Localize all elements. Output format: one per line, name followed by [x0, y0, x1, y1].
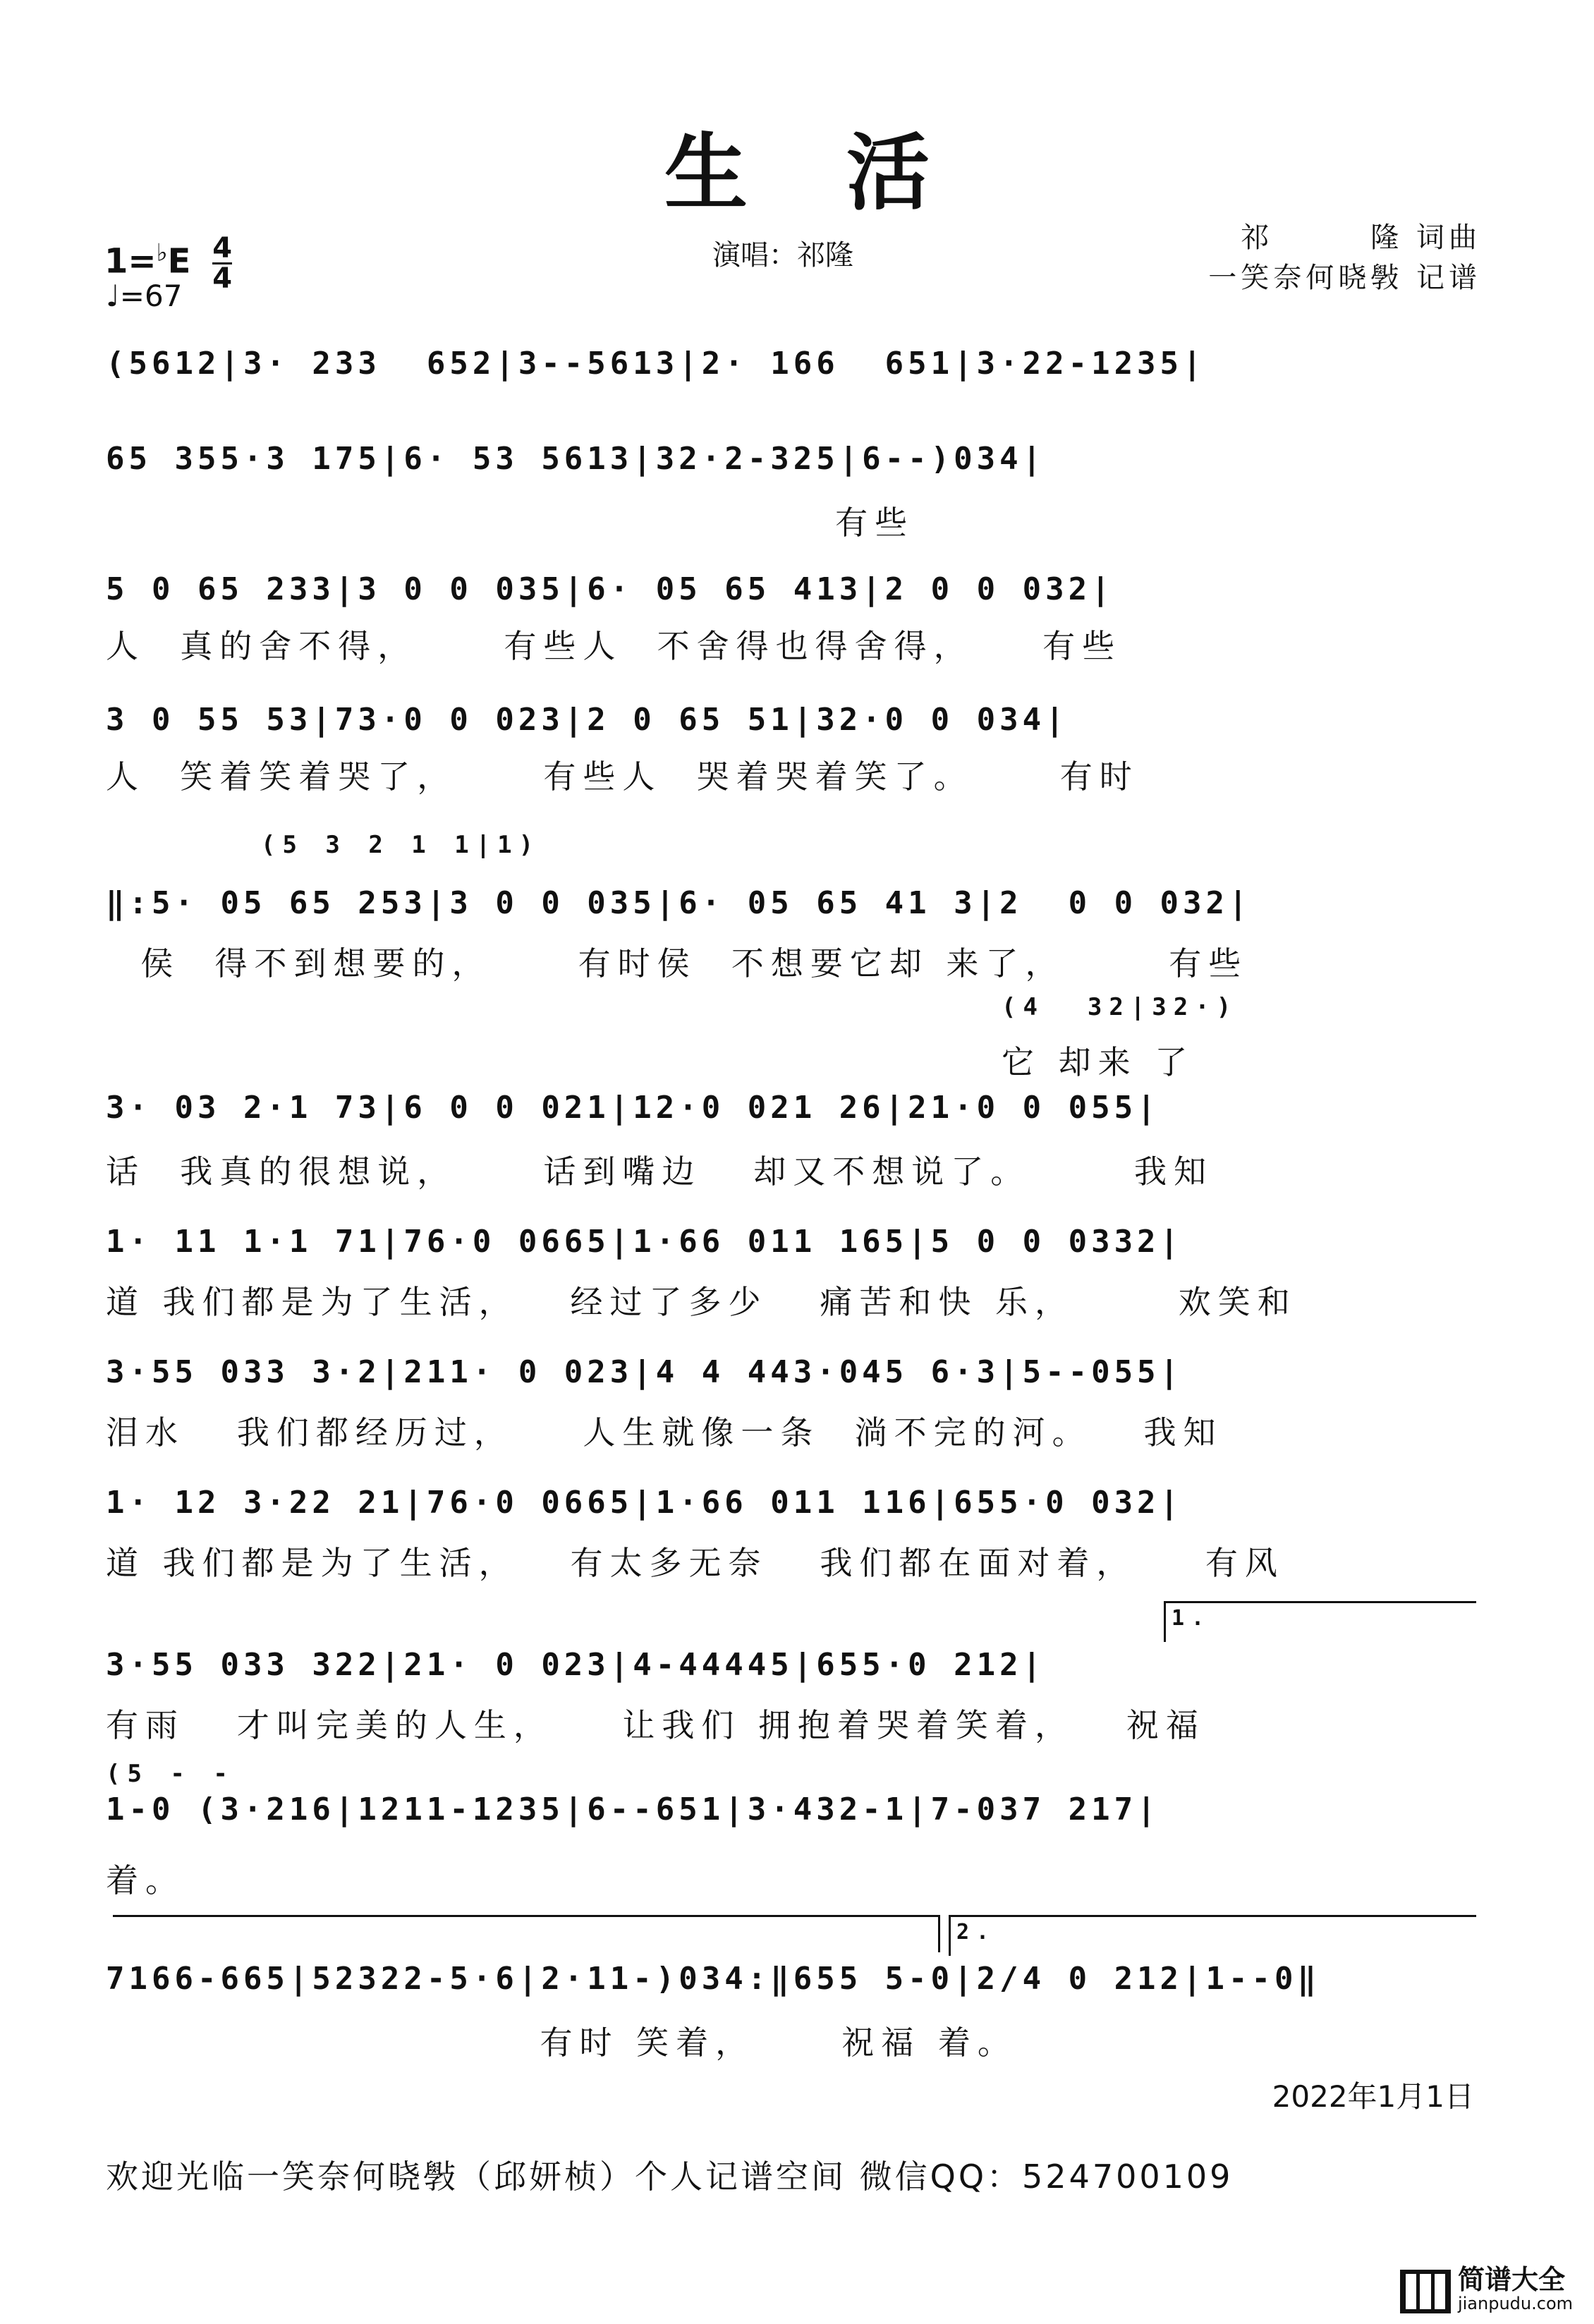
score-row-6-lyrics: 话 我真的很想说， 话到嘴边 却又不想说了。 我知	[106, 1152, 1213, 1191]
time-signature-bottom: 4	[212, 262, 233, 295]
score-row-7-notes: 1· 11 1·1 71|76·0 0665|1·66 011 165|5 0 0 0332|	[106, 1224, 1184, 1260]
score-row-5-ornament: (5 3 2 1 1|1)	[261, 831, 541, 859]
volta-label-2: 2.	[956, 1920, 997, 1945]
score-row-11-ornament: (5 - -	[106, 1760, 235, 1788]
score-row-12-lyrics: 有时 笑着， 祝福 着。	[106, 2024, 1017, 2062]
key-prefix: 1=	[104, 241, 157, 281]
score-row-10-notes: 3·55 033 322|21· 0 023|4-44445|655·0 212|	[106, 1647, 1046, 1683]
score-row-10-lyrics: 有雨 才叫完美的人生， 让我们 拥抱着哭着笑着， 祝福	[106, 1706, 1205, 1744]
score-row-2-lyrics: 有些	[106, 504, 915, 542]
score-row-9-notes: 1· 12 3·22 21|76·0 0665|1·66 011 116|655·0 032|	[106, 1485, 1184, 1521]
footer-note: 欢迎光临一笑奈何晓斅（邱妍桢）个人记谱空间 微信QQ：524700109	[106, 2158, 1234, 2196]
score-row-4-lyrics: 人 笑着笑着哭了， 有些人 哭着哭着笑了。 有时	[106, 758, 1139, 796]
score-row-8-notes: 3·55 033 3·2|211· 0 023|4 4 443·045 6·3|5--055|	[106, 1354, 1184, 1390]
score-row-11-lyrics: 着。	[106, 1861, 185, 1899]
tempo-marking: ♩=67	[106, 279, 183, 313]
site-watermark	[1400, 2264, 1573, 2316]
key-note: E	[167, 241, 191, 281]
score-row-5-alt-notes: (4 32|32·)	[1002, 993, 1239, 1021]
volta-bracket-2	[949, 1915, 1476, 1956]
site-url: jianpudu.com	[1457, 2294, 1573, 2313]
volta-bracket-1	[1164, 1601, 1476, 1642]
transcriber-credit: 一笑奈何晓斅 记谱	[1208, 262, 1481, 294]
volta-bracket-1b	[113, 1915, 940, 1952]
composer-credit: 祁 隆 词曲	[1241, 221, 1481, 254]
score-row-9-lyrics: 道 我们都是为了生活， 有太多无奈 我们都在面对着， 有风	[106, 1544, 1284, 1582]
time-signature-top: 4	[212, 232, 233, 264]
time-signature	[212, 234, 232, 293]
score-row-1-notes: (5612|3· 233 652|3--5613|2· 166 651|3·22-1235|	[106, 346, 1206, 382]
site-logo-icon	[1400, 2270, 1451, 2313]
volta-label-1: 1.	[1172, 1606, 1212, 1631]
score-row-5-notes: ‖:5· 05 65 253|3 0 0 035|6· 05 65 41 3|2 0 0 032|	[106, 885, 1252, 921]
score-row-8-lyrics: 泪水 我们都经历过， 人生就像一条 淌不完的河。 我知	[106, 1413, 1223, 1452]
score-row-12-notes: 7166-665|52322-5·6|2·11-)034:‖655 5-0|2/4 0 212|1--0‖	[106, 1961, 1320, 1997]
score-row-5-alt-lyrics: 它 却来 了	[1002, 1043, 1195, 1081]
score-row-5-lyrics: 侯 得不到想要的， 有时侯 不想要它却 来了， 有些	[106, 944, 1248, 982]
site-name: 简谱大全	[1457, 2264, 1565, 2295]
score-row-6-notes: 3· 03 2·1 73|6 0 0 021|12·0 021 26|21·0 0 055|	[106, 1090, 1160, 1126]
score-row-4-notes: 3 0 55 53|73·0 0 023|2 0 65 51|32·0 0 034|	[106, 702, 1069, 738]
score-row-11-notes: 1-0 (3·216|1211-1235|6--651|3·432-1|7-037 217|	[106, 1791, 1160, 1827]
singer-credit: 演唱：祁隆	[712, 239, 853, 272]
date-stamp: 2022年1月1日	[1272, 2079, 1474, 2114]
score-row-7-lyrics: 道 我们都是为了生活， 经过了多少 痛苦和快 乐， 欢笑和	[106, 1283, 1297, 1321]
score-row-2-notes: 65 355·3 175|6· 53 5613|32·2-325|6--)034|	[106, 441, 1046, 477]
score-row-3-notes: 5 0 65 233|3 0 0 035|6· 05 65 413|2 0 0 032|	[106, 571, 1114, 607]
flat-icon: ♭	[156, 238, 168, 267]
score-row-3-lyrics: 人 真的舍不得， 有些人 不舍得也得舍得， 有些	[106, 627, 1122, 665]
song-title: 生活	[664, 124, 1028, 221]
